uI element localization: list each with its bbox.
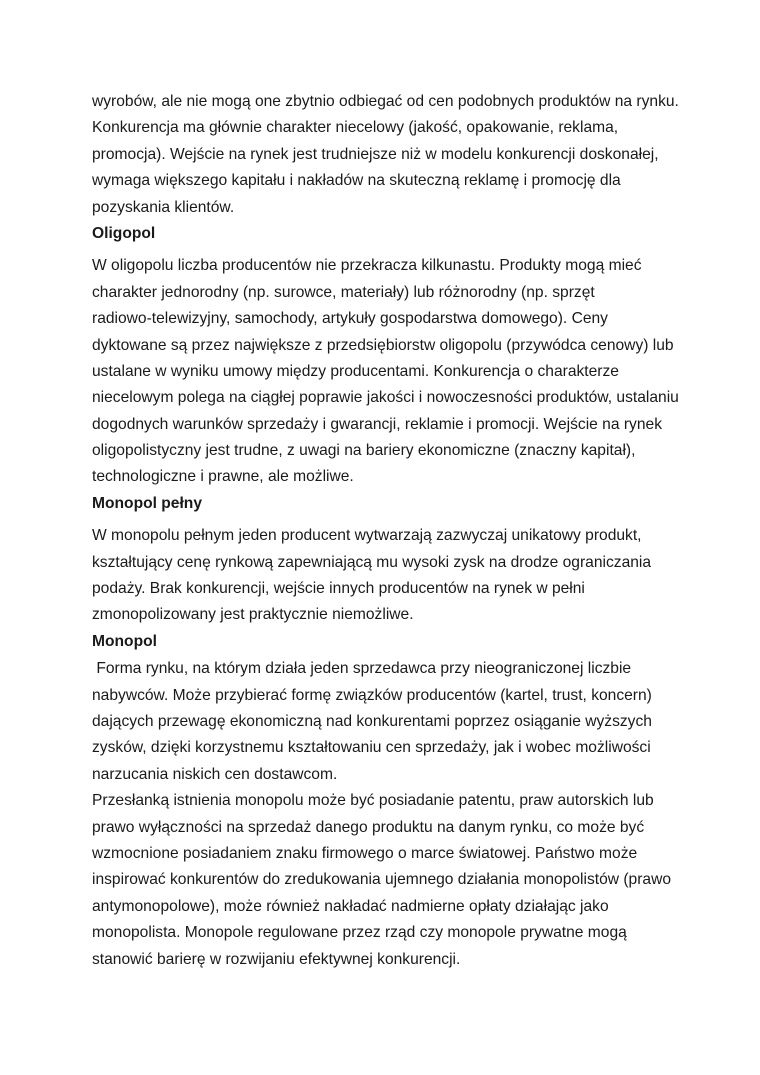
text-line: wymaga większego kapitału i nakładów na skuteczną reklamę i promocję dla xyxy=(92,172,621,190)
text-line: podaży. Brak konkurencji, wejście innych producentów na rynek w pełni xyxy=(92,580,585,598)
text-line: dogodnych warunków sprzedaży i gwarancji, reklamie i promocji. Wejście na rynek xyxy=(92,415,662,433)
text-line: promocja). Wejście na rynek jest trudniejsze niż w modelu konkurencji doskonałej, xyxy=(92,145,659,163)
text-line: pozyskania klientów. xyxy=(92,198,235,216)
text-line: W monopolu pełnym jeden producent wytwarzają zazwyczaj unikatowy produkt, xyxy=(92,527,642,545)
text-line: technologiczne i prawne, ale możliwe. xyxy=(92,468,354,486)
heading-oligopol: Oligopol xyxy=(92,224,156,242)
text-line: inspirować konkurentów do zredukowania ujemnego działania monopolistów (prawo xyxy=(92,871,672,889)
monopol-pelny-paragraph xyxy=(92,523,682,629)
text-line: antymonopolowe), może również nakładać nadmierne opłaty działając jako xyxy=(92,897,609,915)
text-line: kształtujący cenę rynkową zapewniającą mu wysoki zysk na drodze ograniczania xyxy=(92,553,652,571)
text-line: monopolista. Monopole regulowane przez rząd czy monopole prywatne mogą xyxy=(92,924,627,942)
oligopol-paragraph xyxy=(92,253,682,491)
heading-monopol-pelny: Monopol pełny xyxy=(92,494,203,512)
text-line: wzmocnione posiadaniem znaku firmowego o marce światowej. Państwo może xyxy=(92,844,638,862)
text-line: stanowić barierę w rozwijaniu efektywnej konkurencji. xyxy=(92,950,461,968)
text-line: niecelowym polega na ciągłej poprawie jakości i nowoczesności produktów, ustalaniu xyxy=(92,389,679,407)
text-line: wyrobów, ale nie mogą one zbytnio odbiegać od cen podobnych produktów na rynku. xyxy=(92,93,679,110)
text-line: narzucania niskich cen dostawcom. xyxy=(92,765,338,783)
text-line: Przesłanką istnienia monopolu może być posiadanie patentu, praw autorskich lub xyxy=(92,792,654,810)
text-line: dających przewagę ekonomiczną nad konkurentami poprzez osiąganie wyższych xyxy=(92,712,652,730)
document-page xyxy=(92,89,682,973)
heading-monopol: Monopol xyxy=(92,632,157,650)
text-line: oligopolistyczny jest trudne, z uwagi na bariery ekonomiczne (znaczny kapitał), xyxy=(92,442,636,460)
monopol-paragraph xyxy=(92,656,682,973)
text-line: ustalane w wyniku umowy między producentami. Konkurencja o charakterze xyxy=(92,362,619,380)
text-line: zysków, dzięki korzystnemu kształtowaniu cen sprzedaży, jak i wobec możliwości xyxy=(92,739,651,757)
text-line: zmonopolizowany jest praktycznie niemożliwe. xyxy=(92,606,414,624)
text-line: radiowo-telewizyjny, samochody, artykuły gospodarstwa domowego). Ceny xyxy=(92,310,608,328)
intro-paragraph xyxy=(92,89,682,221)
text-line: charakter jednorodny (np. surowce, materiały) lub różnorodny (np. sprzęt xyxy=(92,283,595,301)
text-line: W oligopolu liczba producentów nie przekracza kilkunastu. Produkty mogą mieć xyxy=(92,257,642,275)
text-line: dyktowane są przez największe z przedsiębiorstw oligopolu (przywódca cenowy) lub xyxy=(92,336,674,354)
text-line: prawo wyłączności na sprzedaż danego produktu na danym rynku, co może być xyxy=(92,818,645,836)
text-line: Konkurencja ma głównie charakter niecelowy (jakość, opakowanie, reklama, xyxy=(92,119,619,137)
text-line: Forma rynku, na którym działa jeden sprzedawca przy nieograniczonej liczbie xyxy=(92,660,632,678)
text-line: nabywców. Może przybierać formę związków producentów (kartel, trust, koncern) xyxy=(92,686,652,704)
